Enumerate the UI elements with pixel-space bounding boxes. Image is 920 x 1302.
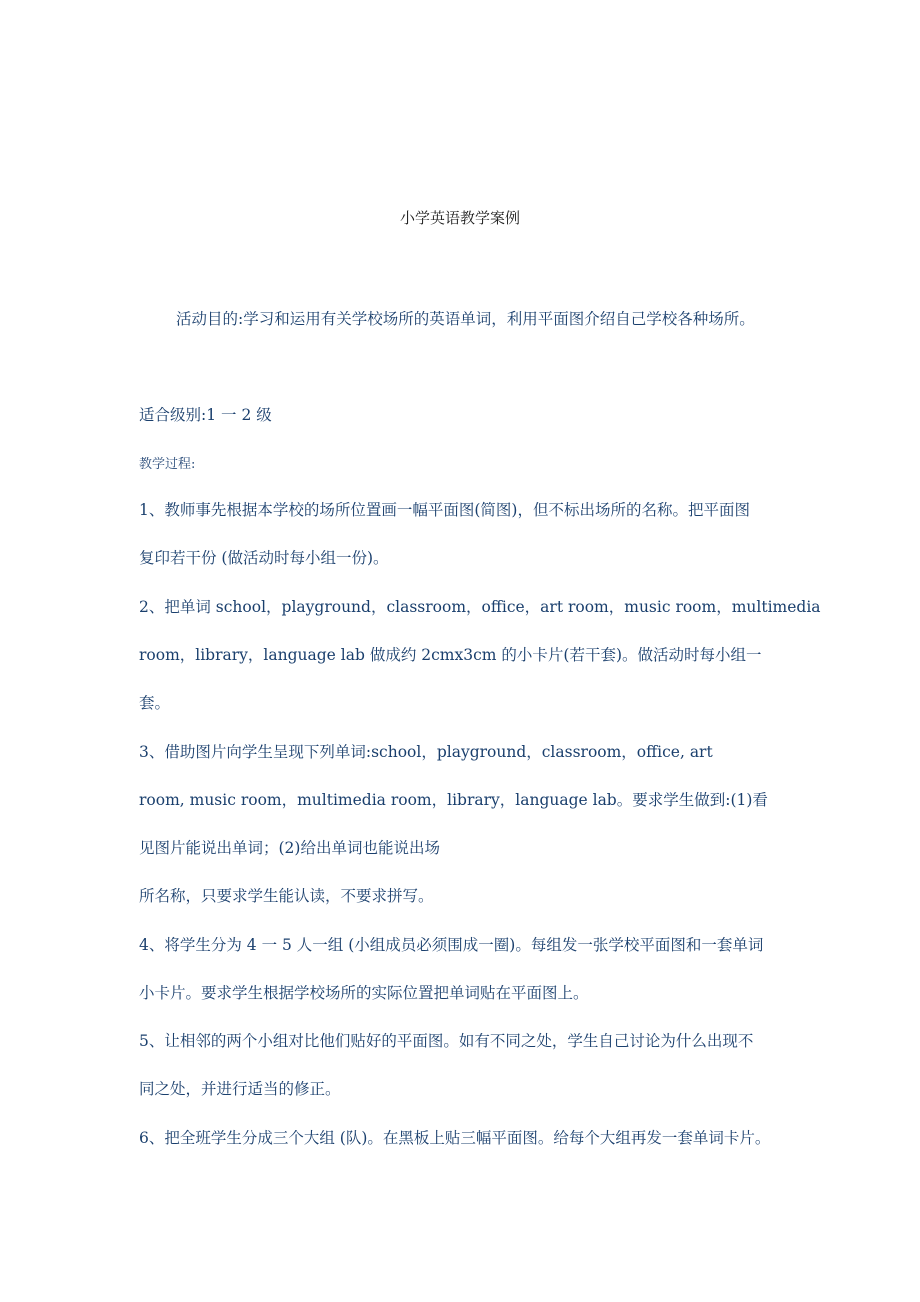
suitable-level: 适合级别:1 一 2 级 bbox=[139, 406, 272, 424]
paragraph-line: 2、把单词 school，playground，classroom，office，art room，music room，multimedia bbox=[139, 598, 821, 616]
paragraph-line: room, music room，multimedia room，library，language lab。要求学生做到:(1)看 bbox=[139, 791, 768, 809]
paragraph-line: 6、把全班学生分成三个大组 (队)。在黑板上贴三幅平面图。给每个大组再发一套单词卡片。 bbox=[139, 1129, 771, 1147]
paragraph-line: 套。 bbox=[139, 694, 171, 712]
paragraph-line: 1、教师事先根据本学校的场所位置画一幅平面图(简图)，但不标出场所的名称。把平面图 bbox=[139, 501, 750, 519]
paragraph-line: 同之处，并进行适当的修正。 bbox=[139, 1080, 341, 1098]
paragraph-line: 小卡片。要求学生根据学校场所的实际位置把单词贴在平面图上。 bbox=[139, 984, 589, 1002]
paragraph-line: 5、让相邻的两个小组对比他们贴好的平面图。如有不同之处，学生自己讨论为什么出现不 bbox=[139, 1032, 754, 1050]
activity-purpose: 活动目的:学习和运用有关学校场所的英语单词，利用平面图介绍自己学校各种场所。 bbox=[176, 310, 755, 328]
process-heading: 教学过程: bbox=[139, 457, 196, 472]
paragraph-line: 所名称，只要求学生能认读，不要求拼写。 bbox=[139, 887, 434, 905]
paragraph-line: 复印若干份 (做活动时每小组一份)。 bbox=[139, 549, 389, 567]
document-title: 小学英语教学案例 bbox=[399, 209, 520, 227]
paragraph-line: 见图片能说出单词；(2)给出单词也能说出场 bbox=[139, 839, 440, 857]
paragraph-line: 3、借助图片向学生呈现下列单词:school，playground，classroom，office, art bbox=[139, 743, 713, 761]
paragraph-line: room，library，language lab 做成约 2cmx3cm 的小卡片(若干套)。做活动时每小组一 bbox=[139, 646, 762, 664]
paragraph-line: 4、将学生分为 4 一 5 人一组 (小组成员必须围成一圈)。每组发一张学校平面图和一套单词 bbox=[139, 936, 764, 954]
